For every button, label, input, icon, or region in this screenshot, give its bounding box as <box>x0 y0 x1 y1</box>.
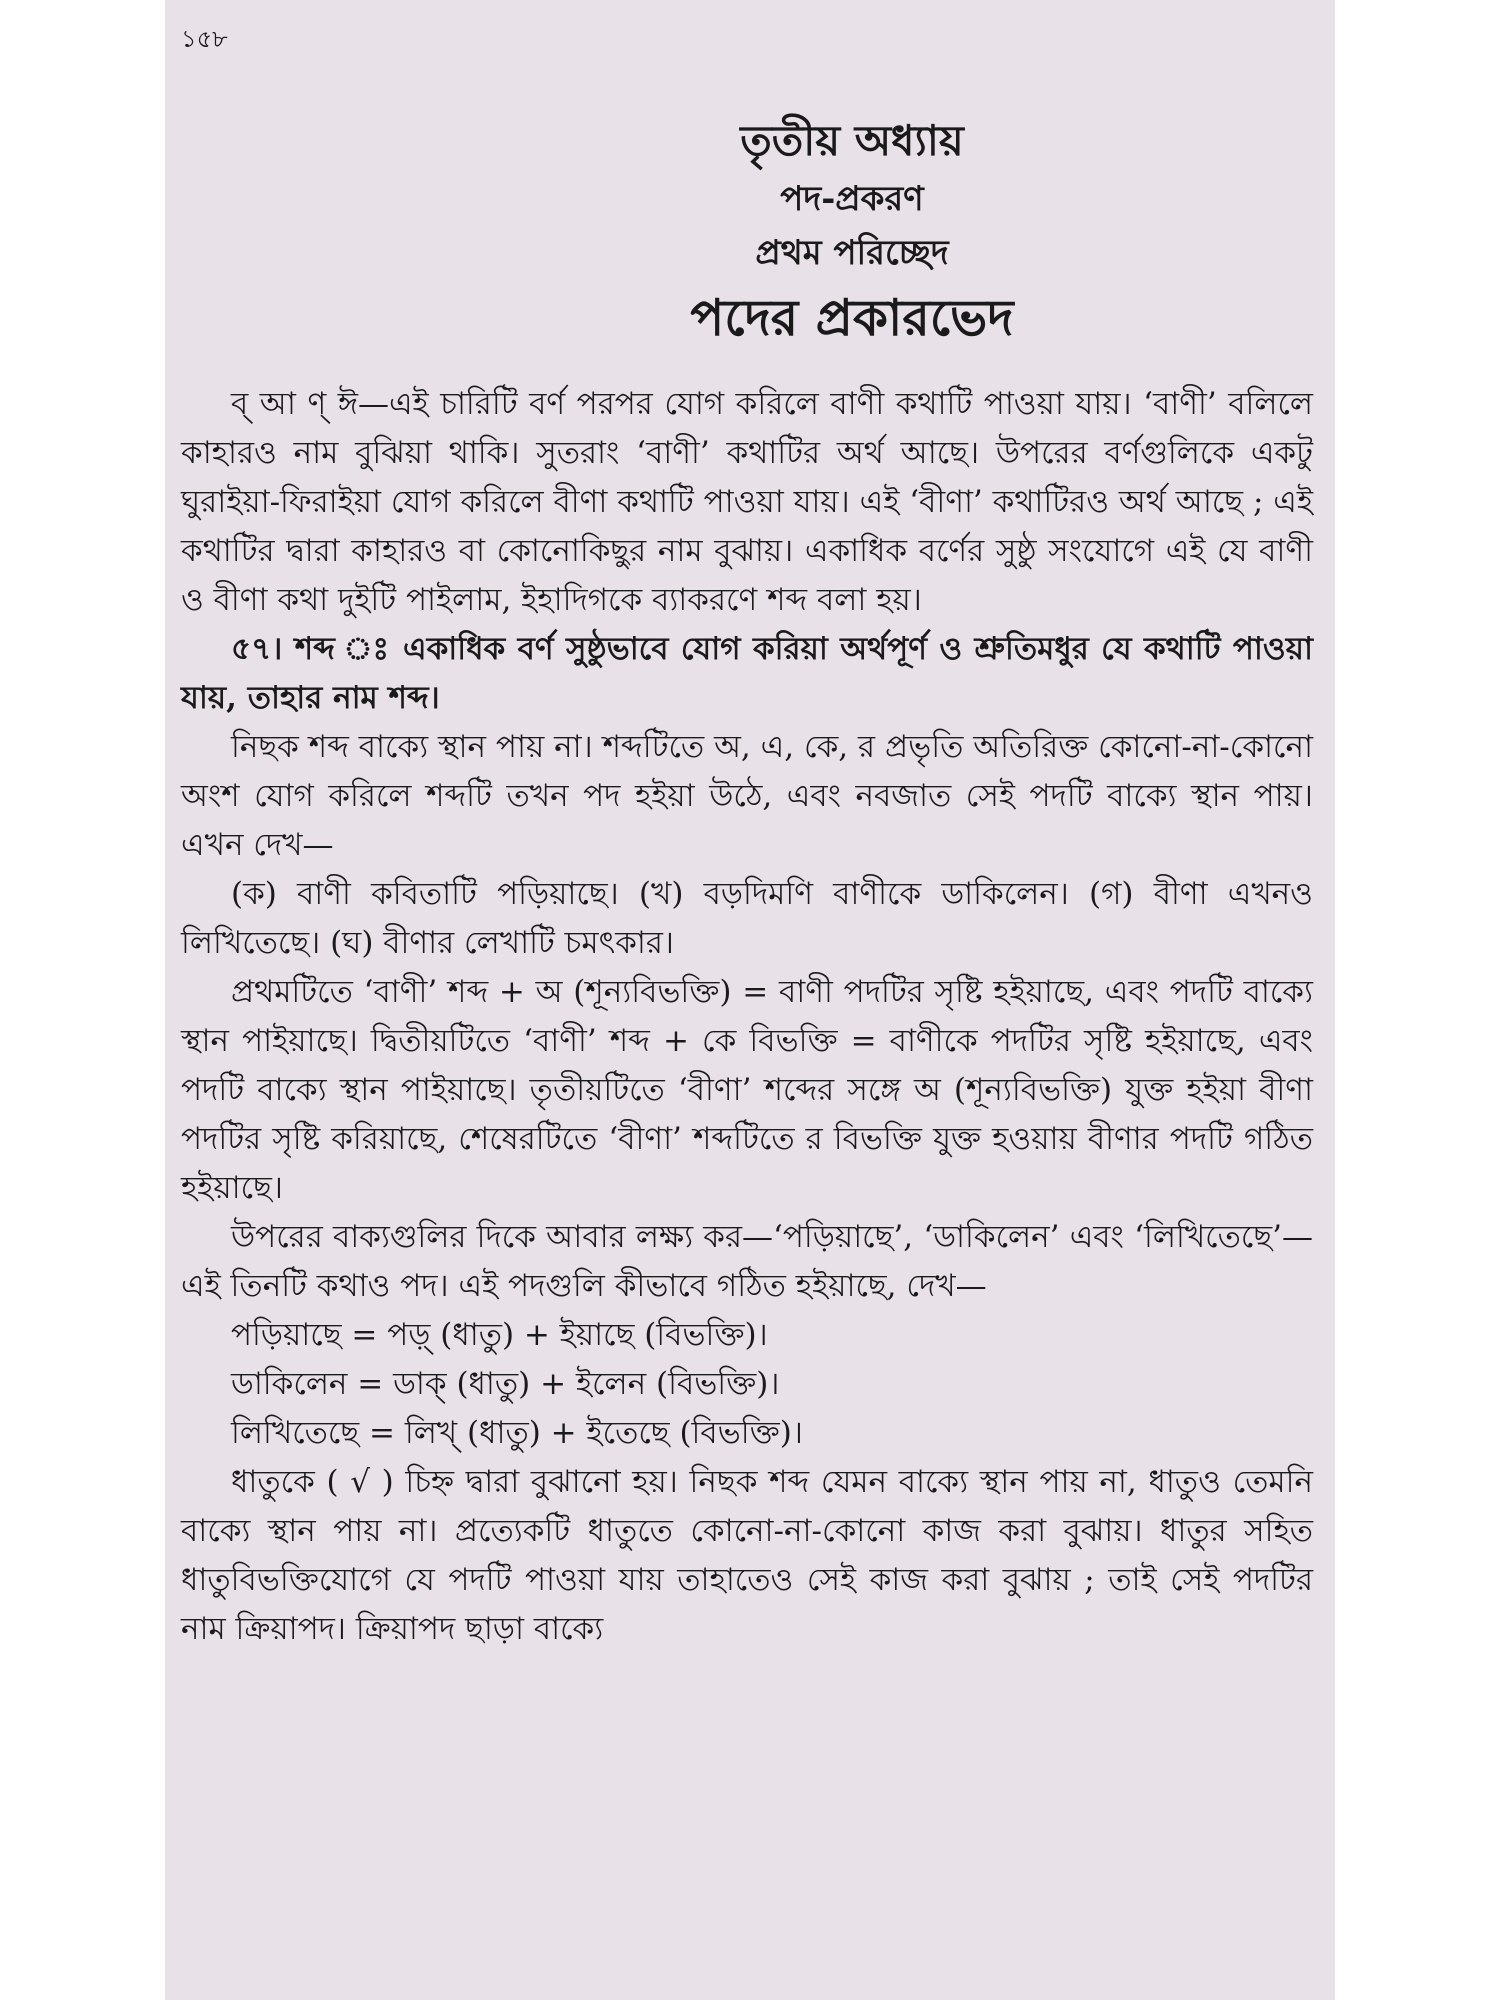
definition-shabda: ৫৭। শব্দ ঃ একাধিক বর্ণ সুষ্ঠুভাবে যোগ করিয়া অর্থপূর্ণ ও শ্রুতিমধুর যে কথাটি পাওয়া যায়, তাহার নাম শব্দ। <box>181 631 1313 716</box>
formula-line: ডাকিলেন = ডাক্ (ধাতু) + ইলেন (বিভক্তি)। <box>231 1366 780 1402</box>
chapter-headings <box>181 110 1313 356</box>
paragraph-intro: ব্ আ ণ্ ঈ—এই চারিটি বর্ণ পরপর যোগ করিলে বাণী কথাটি পাওয়া যায়। ‘বাণী’ বলিলে কাহারও নাম বুঝিয়া থাকি। সুতরাং ‘বাণী’ কথাটির অর্থ আছে। উপরের বর্ণগুলিকে একটু ঘুরাইয়া-ফিরাইয়া যোগ করিলে বীণা কথাটি পাওয়া যায়। এই ‘বীণা’ কথাটিরও অর্থ আছে ; এই কথাটির দ্বারা কাহারও বা কোনোকিছুর নাম বুঝায়। একাধিক বর্ণের সুষ্ঠু সংযোগে এই যে বাণী ও বীণা কথা দুইটি পাইলাম, ইহাদিগকে ব্যাকরণে শব্দ বলা হয়। <box>181 386 1313 618</box>
section-heading: পদ-প্রকরণ <box>780 179 924 219</box>
verbs-paragraph: উপরের বাক্যগুলির দিকে আবার লক্ষ্য কর—‘পড়িয়াছে’, ‘ডাকিলেন’ এবং ‘লিখিতেছে’—এই তিনটি কথাও পদ। এই পদগুলি কীভাবে গঠিত হইয়াছে, দেখ— <box>181 1219 1313 1304</box>
book-page <box>165 0 1335 2000</box>
chapter-heading: তৃতীয় অধ্যায় <box>740 116 964 165</box>
explanation-paragraph: প্রথমটিতে ‘বাণী’ শব্দ + অ (শূন্যবিভক্তি) = বাণী পদটির সৃষ্টি হইয়াছে, এবং পদটি বাক্যে স্থান পাইয়াছে। দ্বিতীয়টিতে ‘বাণী’ শব্দ + কে বিভক্তি = বাণীকে পদটির সৃষ্টি হইয়াছে, এবং পদটি বাক্যে স্থান পাইয়াছে। তৃতীয়টিতে ‘বীণা’ শব্দের সঙ্গে অ (শূন্যবিভক্তি) যুক্ত হইয়া বীণা পদটির সৃষ্টি করিয়াছে, শেষেরটিতে ‘বীণা’ শব্দটিতে র বিভক্তি যুক্ত হওয়ায় বীণার পদটি গঠিত হইয়াছে। <box>181 974 1313 1206</box>
subsection-heading: প্রথম পরিচ্ছেদ <box>755 233 949 273</box>
page-title: পদের প্রকারভেদ <box>690 288 1014 347</box>
paragraph-pada: নিছক শব্দ বাক্যে স্থান পায় না। শব্দটিতে অ, এ, কে, র প্রভৃতি অতিরিক্ত কোনো-না-কোনো অংশ যোগ করিলে শব্দটি তখন পদ হইয়া উঠে, এবং নবজাত সেই পদটি বাক্যে স্থান পায়। এখন দেখ— <box>181 729 1313 863</box>
formula-line: পড়িয়াছে = পড়্ (ধাতু) + ইয়াছে (বিভক্তি)। <box>231 1317 768 1353</box>
examples-paragraph: (ক) বাণী কবিতাটি পড়িয়াছে। (খ) বড়দিমণি বাণীকে ডাকিলেন। (গ) বীণা এখনও লিখিতেছে। (ঘ) বীণার লেখাটি চমৎকার। <box>181 876 1313 961</box>
page-number: ১৫৮ <box>181 25 228 53</box>
closing-paragraph: ধাতুকে ( √ ) চিহ্ন দ্বারা বুঝানো হয়। নিছক শব্দ যেমন বাক্যে স্থান পায় না, ধাতুও তেমনি বাক্যে স্থান পায় না। প্রত্যেকটি ধাতুতে কোনো-না-কোনো কাজ করা বুঝায়। ধাতুর সহিত ধাতুবিভক্তিযোগে যে পদটি পাওয়া যায় তাহাতেও সেই কাজ করা বুঝায় ; তাই সেই পদটির নাম ক্রিয়াপদ। ক্রিয়াপদ ছাড়া বাক্যে <box>181 1464 1313 1647</box>
formula-line: লিখিতেছে = লিখ্ (ধাতু) + ইতেছে (বিভক্তি)। <box>231 1415 803 1451</box>
